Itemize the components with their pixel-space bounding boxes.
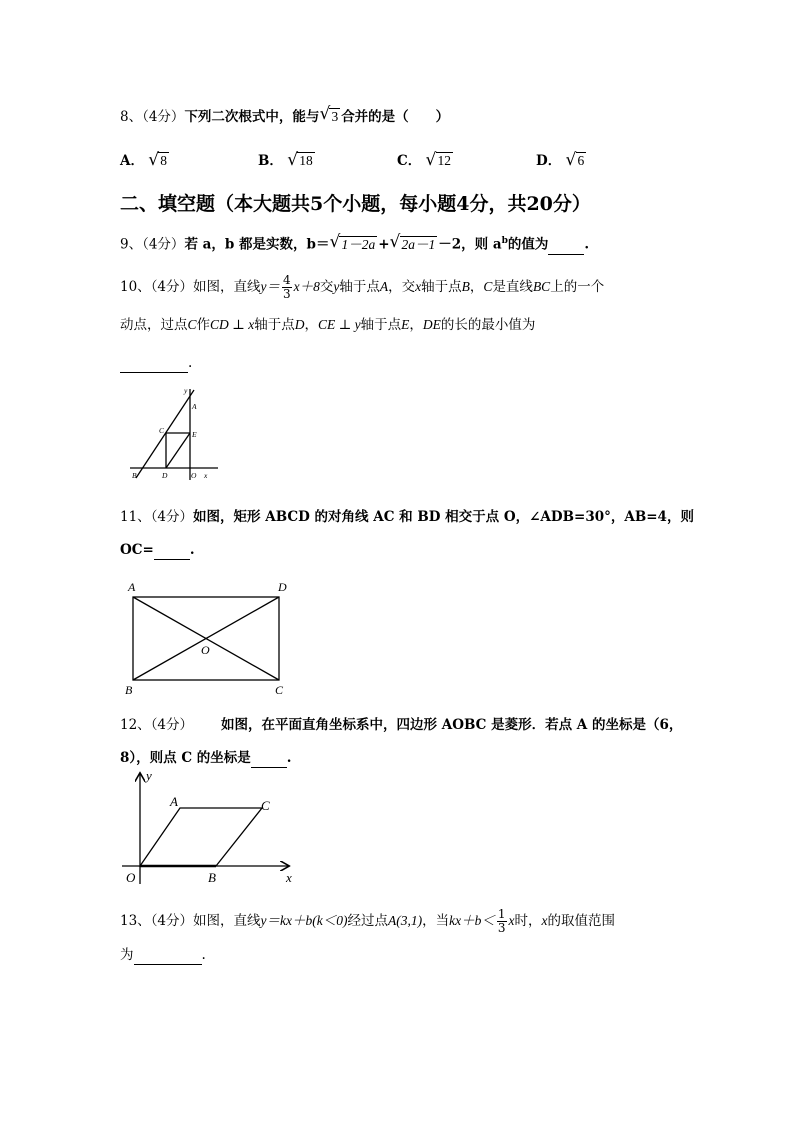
q12-label-x: x xyxy=(286,870,292,885)
q13-stem-line1: 13、（4分）如图，直线y＝kx＋b(k＜0)经过点A(3,1)，当kx＋b＜ $\frac{1}{3}$ x时，x的取值范围 xyxy=(120,907,615,935)
q12-label-o: O xyxy=(126,870,136,885)
q8-option-a[interactable]: A． √ 8 xyxy=(120,150,168,170)
section-title: 二、填空题（本大题共5个小题，每小题4分，共20分） xyxy=(120,193,591,215)
q11-answer-blank[interactable] xyxy=(154,541,190,560)
q8-stem: 8、（4分）下列二次根式中，能与 √ 3 合并的是（ ） xyxy=(120,104,450,125)
q10-label-e: E xyxy=(192,430,197,439)
q11-label-b: B xyxy=(125,683,133,697)
q10-line-bc xyxy=(136,390,194,478)
q10-label-o: O xyxy=(191,471,197,480)
q11-stem-line1: 11、（4分）如图，矩形 ABCD 的对角线 AC 和 BD 相交于点 O，∠ADB=30°，AB=4，则 xyxy=(120,509,694,525)
q10-figure xyxy=(126,386,226,482)
q11-label-o: O xyxy=(201,643,210,657)
q11-label-a: A xyxy=(128,580,136,594)
q13-answer-blank[interactable] xyxy=(134,946,202,965)
q12-label-b: B xyxy=(208,870,216,885)
q11-stem-line2: OC= . xyxy=(120,542,195,558)
q12-figure xyxy=(116,766,302,888)
q8-option-d[interactable]: D． √ 6 xyxy=(536,150,585,170)
q12-label-c: C xyxy=(261,798,270,813)
q11-figure xyxy=(120,576,300,698)
q8-option-b[interactable]: B． √ 18 xyxy=(258,150,313,170)
q13-stem-line2: 为 . xyxy=(120,947,206,963)
q10-label-b: B xyxy=(132,471,137,480)
q12-stem-line1: 12、（4分） 如图，在平面直角坐标系中，四边形 AOBC 是菱形．若点 A 的坐标是（6， xyxy=(120,717,683,733)
sqrt-3: √ 3 xyxy=(319,104,339,124)
q9-stem: 9、（4分）若 a，b 都是实数，b＝ √ 1－2a + √ 2a－1 －2，则 $a^b$的值为 . xyxy=(120,231,590,253)
q10-label-x: x xyxy=(204,471,208,480)
q8-option-c[interactable]: C． √ 12 xyxy=(397,150,452,170)
q12-label-y: y xyxy=(146,768,152,783)
q10-segment-de xyxy=(166,433,190,468)
q10-stem-line2: 动点，过点C作CD ⊥ x轴于点D，CE ⊥ y轴于点E，DE的长的最小值为 xyxy=(120,317,536,333)
q11-label-d: D xyxy=(278,580,287,594)
q10-answer-blank[interactable] xyxy=(120,354,188,373)
q9-answer-blank[interactable] xyxy=(548,236,584,255)
q10-stem-line1: 10、（4分）如图，直线y＝ $\frac{4}{3}$ x＋8交y轴于点A，交x轴于点B，C是直线BC上的一个 xyxy=(120,273,605,301)
q12-rhombus xyxy=(140,808,262,866)
q10-label-c: C xyxy=(159,426,165,435)
q11-label-c: C xyxy=(275,683,284,697)
q10-answer-line: . xyxy=(120,354,192,373)
q10-label-y: y xyxy=(184,386,188,395)
q12-label-a: A xyxy=(170,794,178,809)
q10-label-a: A xyxy=(192,402,197,411)
q12-stem-line2: 8），则点 C 的坐标是 . xyxy=(120,750,292,766)
q10-label-d: D xyxy=(162,471,168,480)
